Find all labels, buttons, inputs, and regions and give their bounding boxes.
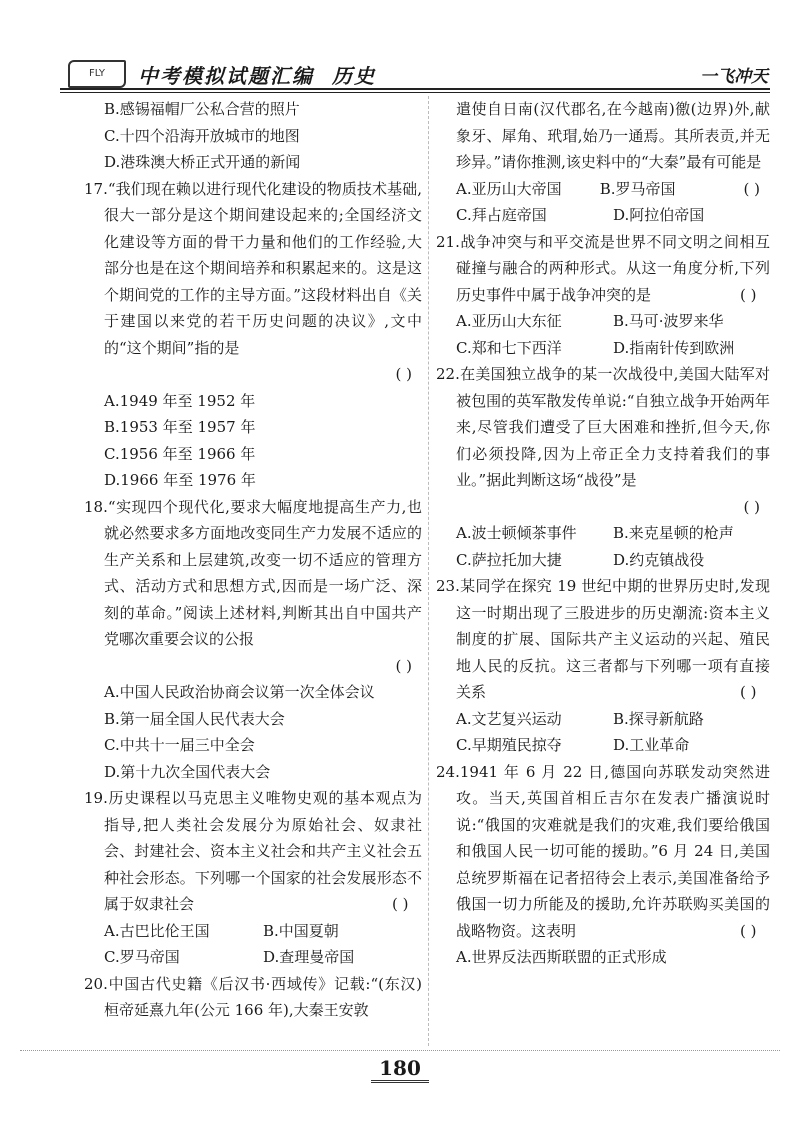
q21-options-row2 (436, 335, 770, 362)
question-18 (84, 494, 422, 786)
q20-option-d: D.阿拉伯帝国 (613, 206, 705, 224)
q17-answer-blank[interactable]: ( ) (395, 365, 412, 383)
q17-option-a: A.1949 年至 1952 年 (104, 391, 256, 410)
q21-options-row1 (436, 308, 770, 335)
q22-option-d: D.约克镇战役 (613, 550, 705, 569)
q19-option-d: D.查理曼帝国 (263, 948, 355, 966)
q22-options-row1 (436, 520, 770, 547)
q18-option-c: C.中共十一届三中全会 (104, 736, 255, 754)
q19-option-a: A.古巴比伦王国 (104, 921, 210, 940)
q22-option-a: A.波士顿倾茶事件 (456, 524, 577, 542)
q23-options-row1 (436, 706, 770, 733)
q19-options-row1 (84, 918, 422, 945)
q23-options-row2 (436, 732, 770, 759)
q24-stem-text: 24.1941 年 6 月 22 日,德国向苏联发动突然进攻。当天,英国首相丘吉尔在发表广播演说时说:“俄国的灾难就是我们的灾难,我们要给俄国和俄国人民一切可能的援助。”6 月 24 日,美国总统罗斯福在记者招待会上表示,美国准备给予俄国一切力所能及的援助,允许苏联购买美国的战略物资。这表明 (436, 762, 770, 940)
q17-stem: 17.“我们现在赖以进行现代化建设的物质技术基础,很大一部分是这个期间建设起来的;全国经济文化建设等方面的骨干力量和他们的工作经验,大部分也是在这个期间培养和积累起来的。这是这个期间党的工作的主导方面。”这段材料出自《关于建国以来党的若干历史问题的决议》,文中的“这个期间”指的是 (84, 179, 422, 357)
q21-option-a: A.亚历山大东征 (456, 312, 562, 330)
question-20 (436, 96, 770, 229)
q23-stem (436, 573, 770, 706)
q23-answer-blank[interactable]: ( ) (740, 683, 757, 701)
q23-option-d: D.工业革命 (613, 736, 690, 754)
q23-option-b: B.探寻新航路 (613, 709, 704, 728)
q22-stem: 22.在美国独立战争的某一次战役中,美国大陆军对被包围的英军散发传单说:“自独立战争开始两年来,尽管我们遭受了巨大困难和挫折,但今天,你们必须投降,因为上帝正全力支持着我们的事业。”据此判断这场“战役”是 (436, 365, 770, 489)
q18-option-b: B.第一届全国人民代表大会 (104, 709, 285, 728)
q21-stem-text: 21.战争冲突与和平交流是世界不同文明之间相互碰撞与融合的两种形式。从这一角度分析,下列历史事件中属于战争冲突的是 (436, 232, 770, 304)
q20-option-a: A.亚历山大帝国 (456, 179, 562, 198)
subject-title: 历史 (332, 64, 376, 88)
q18-answer-blank[interactable]: ( ) (395, 656, 412, 675)
q19-answer-blank[interactable]: ( ) (392, 895, 409, 913)
q22-option-c: C.萨拉托加大捷 (456, 550, 562, 569)
question-19 (84, 785, 422, 971)
q18-stem: 18.“实现四个现代化,要求大幅度地提高生产力,也就必然要求多方面地改变同生产力发展不适应的生产关系和上层建筑,改变一切不适应的管理方式、活动方式和思想方式,因而是一场广泛、深刻的革命。”阅读上述材料,判断其出自中国共产党哪次重要会议的公报 (84, 497, 422, 648)
q23-option-c: C.早期殖民掠夺 (456, 736, 562, 754)
page-number-text: 180 (371, 1056, 429, 1083)
q20-answer-blank[interactable]: ( ) (743, 179, 760, 198)
question-17 (84, 176, 422, 494)
q21-option-c: C.郑和七下西洋 (456, 338, 562, 357)
q21-stem (436, 229, 770, 309)
q21-option-b: B.马可·波罗来华 (613, 312, 724, 330)
q19-option-c: C.罗马帝国 (104, 948, 180, 966)
footer-rule (20, 1050, 780, 1051)
q16-option-c: C.十四个沿海开放城市的地图 (104, 126, 300, 145)
q22-options-row2 (436, 547, 770, 574)
q20-options-row1 (436, 176, 744, 203)
q22-option-b: B.来克星顿的枪声 (613, 524, 734, 542)
q24-stem (436, 759, 770, 945)
q17-option-d: D.1966 年至 1976 年 (104, 471, 256, 489)
q24-option-a: A.世界反法西斯联盟的正式形成 (456, 948, 667, 966)
q19-option-b: B.中国夏朝 (263, 921, 339, 940)
q18-option-a: A.中国人民政治协商会议第一次全体会议 (104, 683, 375, 701)
q20-options-row2 (436, 202, 770, 229)
q20-option-b: B.罗马帝国 (599, 179, 676, 198)
publisher-logo: FLY (68, 60, 126, 88)
column-divider (428, 96, 429, 1046)
page-header (68, 58, 768, 88)
q22-answer-blank[interactable]: ( ) (743, 497, 760, 516)
left-column (84, 96, 422, 1024)
q16-option-b: B.感锡福帽厂公私合营的照片 (104, 100, 300, 118)
question-23 (436, 573, 770, 759)
q20-stem-start: 20.中国古代史籍《后汉书·西域传》记载:“(东汉)桓帝延熹九年(公元 166 年),大秦王安敦 (84, 974, 422, 1019)
right-column (436, 96, 770, 971)
q23-option-a: A.文艺复兴运动 (456, 709, 562, 728)
q18-option-d: D.第十九次全国代表大会 (104, 762, 271, 781)
q24-answer-blank[interactable]: ( ) (740, 921, 757, 940)
page-number (0, 1056, 800, 1080)
book-title (138, 60, 376, 89)
q17-option-c: C.1956 年至 1966 年 (104, 444, 256, 463)
q21-answer-blank[interactable]: ( ) (740, 285, 757, 304)
series-title: 中考模拟试题汇编 (138, 64, 314, 88)
question-24 (436, 759, 770, 971)
brand-mark: 一飞冲天 (700, 67, 768, 87)
header-rule (60, 88, 770, 90)
q19-stem-text: 19.历史课程以马克思主义唯物史观的基本观点为指导,把人类社会发展分为原始社会、奴隶社会、封建社会、资本主义社会和共产主义社会五种社会形态。下列哪一个国家的社会发展形态不属于奴隶社会 (84, 789, 422, 913)
q20-stem-text: 遣使自日南(汉代郡名,在今越南)徼(边界)外,献象牙、犀角、玳瑁,始乃一通焉。其所表贡,并无珍异。”请你推测,该史料中的“大秦”最有可能是 (456, 100, 770, 171)
header-rule-thin (60, 92, 770, 93)
q17-option-b: B.1953 年至 1957 年 (104, 418, 256, 436)
q21-option-d: D.指南针传到欧洲 (613, 338, 735, 357)
question-22 (436, 361, 770, 573)
question-21 (436, 229, 770, 362)
q23-stem-text: 23.某同学在探究 19 世纪中期的世界历史时,发现这一时期出现了三股进步的历史潮流:资本主义制度的扩展、国际共产主义运动的兴起、殖民地人民的反抗。这三者都与下列哪一项有直接关系 (436, 577, 770, 701)
q20-option-c: C.拜占庭帝国 (456, 206, 547, 224)
q19-stem (84, 785, 422, 918)
q16-option-d: D.港珠澳大桥正式开通的新闻 (104, 153, 301, 171)
q19-options-row2 (84, 944, 422, 971)
